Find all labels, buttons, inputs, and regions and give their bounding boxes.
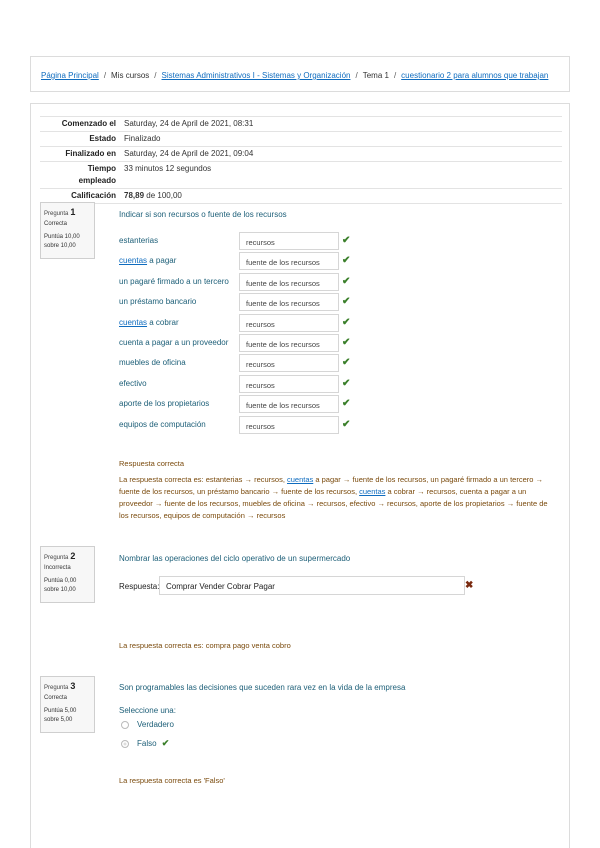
breadcrumb-my-courses: Mis cursos: [111, 71, 150, 80]
matching-select[interactable]: fuente de los recursos: [239, 273, 339, 291]
matching-stem: [119, 399, 209, 408]
finished-label: Finalizado en: [40, 147, 124, 162]
question-number-value: 1: [70, 207, 76, 217]
summary-row-state: [40, 132, 562, 147]
breadcrumb-home-link[interactable]: Página Principal: [41, 71, 99, 80]
breadcrumb: [41, 71, 548, 80]
correct-icon: ✔: [342, 255, 351, 267]
grade-line-2: sobre 10,00: [44, 587, 76, 593]
time-label-line2: empleado: [78, 176, 116, 185]
feedback-text: a cobrar → recursos, cuenta a pagar a un proveedor → fuente de los recursos, muebles de oficina → recursos, efectivo → recursos, aporte de los propietarios → fuente de los recursos, equipos de computación → recursos: [119, 487, 548, 520]
question-2-feedback: La respuesta correcta es: compra pago venta cobro: [119, 641, 291, 650]
breadcrumb-course-link[interactable]: Sistemas Administrativos I - Sistemas y Organización: [161, 71, 351, 80]
matching-stem: [119, 358, 186, 367]
grade-line-1: Puntúa 0,00: [44, 578, 77, 584]
question-3-info: [40, 676, 95, 733]
question-prefix: Pregunta: [44, 555, 69, 561]
grade-label: Calificación: [40, 189, 124, 204]
stem-text: muebles de oficina: [119, 358, 186, 368]
matching-select[interactable]: recursos: [239, 314, 339, 332]
matching-row: [119, 354, 359, 374]
matching-select[interactable]: fuente de los recursos: [239, 395, 339, 413]
matching-select[interactable]: fuente de los recursos: [239, 293, 339, 311]
question-1-text: Indicar si son recursos o fuente de los recursos: [119, 210, 287, 219]
question-prefix: Pregunta: [44, 211, 69, 217]
matching-stem: [119, 236, 158, 245]
question-state: Incorrecta: [44, 565, 71, 571]
incorrect-icon: ✖: [465, 580, 474, 591]
feedback-correct-answer: [119, 474, 555, 522]
stem-text: equipos de computación: [119, 419, 206, 429]
feedback-title: Respuesta correcta: [119, 459, 185, 468]
matching-row: [119, 252, 359, 272]
question-number-value: 3: [70, 681, 76, 691]
stem-text: aporte de los propietarios: [119, 399, 210, 409]
correct-icon: ✔: [342, 235, 351, 246]
matching-row: [119, 416, 359, 436]
summary-row-finished: [40, 147, 562, 162]
glossary-link-cuentas[interactable]: cuentas: [119, 317, 148, 327]
correct-icon: ✔: [342, 337, 351, 348]
breadcrumb-topic: Tema 1: [362, 71, 389, 80]
started-label: Comenzado el: [40, 117, 124, 132]
grade-line-1: Puntúa 10,00: [44, 234, 80, 240]
breadcrumb-quiz-link[interactable]: cuestionario 2 para alumnos que trabajan: [401, 71, 549, 80]
matching-stem: [119, 256, 176, 265]
stem-text: a pagar: [147, 256, 177, 266]
stem-text: a cobrar: [147, 317, 179, 327]
finished-value: Saturday, 24 de April de 2021, 09:04: [124, 147, 562, 162]
summary-row-started: [40, 117, 562, 132]
question-number: [44, 681, 91, 691]
question-state: Correcta: [44, 695, 68, 701]
question-2-text: Nombrar las operaciones del ciclo operativo de un supermercado: [119, 554, 351, 563]
attempt-summary-table: [40, 116, 562, 204]
radio-false-selected[interactable]: [121, 740, 129, 748]
stem-text: cuenta a pagar a un proveedor: [119, 338, 229, 347]
option-false-label: Falso: [137, 739, 157, 748]
question-prefix: Pregunta: [44, 685, 69, 691]
correct-icon: ✔: [342, 357, 351, 369]
answer-input[interactable]: Comprar Vender Cobrar Pagar: [159, 576, 465, 595]
question-state: Correcta: [44, 221, 68, 227]
question-grade: [44, 233, 91, 251]
summary-row-grade: [40, 189, 562, 204]
correct-icon: ✔: [342, 377, 351, 389]
option-true-label: Verdadero: [137, 720, 174, 729]
grade-value: [124, 189, 562, 204]
grade-score: 78,89: [124, 191, 145, 200]
matching-stem: [119, 338, 228, 347]
select-one-prompt: Seleccione una:: [119, 706, 176, 715]
matching-select[interactable]: recursos: [239, 375, 339, 393]
matching-stem: [119, 420, 206, 429]
question-number: [44, 207, 91, 217]
question-3-text: Son programables las decisiones que suceden rara vez en la vida de la empresa: [119, 683, 406, 692]
question-number-value: 2: [70, 551, 76, 561]
stem-text: estanterias: [119, 236, 159, 245]
matching-select[interactable]: fuente de los recursos: [239, 252, 339, 270]
question-3-feedback: La respuesta correcta es 'Falso': [119, 776, 225, 785]
question-grade: [44, 577, 91, 595]
breadcrumb-bar: [30, 56, 570, 92]
matching-stem: [119, 318, 179, 327]
correct-icon: ✔: [342, 296, 351, 308]
question-2-info: [40, 546, 95, 603]
grade-line-2: sobre 10,00: [44, 243, 76, 249]
grade-line-1: Puntúa 5,00: [44, 708, 77, 714]
glossary-link-cuentas[interactable]: cuentas: [119, 256, 148, 266]
breadcrumb-separator: /: [154, 71, 157, 80]
answer-label: Respuesta:: [119, 582, 160, 591]
matching-select[interactable]: recursos: [239, 354, 339, 372]
started-value: Saturday, 24 de April de 2021, 08:31: [124, 117, 562, 132]
correct-icon: ✔: [342, 275, 351, 287]
question-1-info: [40, 202, 95, 259]
matching-row: [119, 314, 359, 334]
matching-select[interactable]: recursos: [239, 232, 339, 250]
time-label-line1: Tiempo: [87, 164, 116, 173]
matching-row: [119, 232, 359, 252]
stem-text: efectivo: [119, 378, 147, 388]
matching-select[interactable]: fuente de los recursos: [239, 334, 339, 352]
glossary-link-cuentas[interactable]: cuentas: [359, 487, 386, 496]
radio-true[interactable]: [121, 721, 129, 729]
matching-stem: [119, 277, 229, 286]
matching-row: [119, 375, 359, 395]
grade-max: de 100,00: [146, 191, 182, 200]
state-label: Estado: [40, 132, 124, 147]
matching-row: [119, 293, 359, 313]
matching-row: [119, 273, 359, 293]
matching-stem: [119, 297, 196, 306]
matching-row: [119, 395, 359, 415]
state-value: Finalizado: [124, 132, 562, 147]
correct-icon: ✔: [342, 316, 351, 328]
stem-text: un pagaré firmado a un tercero: [119, 276, 229, 286]
stem-text: un préstamo bancario: [119, 297, 197, 307]
breadcrumb-separator: /: [393, 71, 397, 80]
grade-line-2: sobre 5,00: [44, 717, 73, 723]
summary-row-time: [40, 162, 562, 189]
matching-row: [119, 334, 359, 354]
breadcrumb-separator: /: [103, 71, 107, 80]
feedback-text: La respuesta correcta es: estanterias → recursos,: [119, 475, 287, 484]
correct-icon: ✔: [342, 418, 351, 430]
glossary-link-cuentas[interactable]: cuentas: [287, 475, 314, 484]
question-1-feedback: [119, 458, 555, 522]
option-true[interactable]: [121, 720, 174, 729]
breadcrumb-separator: /: [355, 71, 358, 80]
feedback-text: a pagar → fuente de los recursos, un pagaré firmado a un tercero → fuente de los recursos, un préstamo bancario → fuente de los recursos,: [119, 475, 543, 496]
time-value: 33 minutos 12 segundos: [124, 162, 562, 189]
option-false[interactable]: [121, 738, 169, 749]
question-number: [44, 551, 91, 561]
matching-select[interactable]: recursos: [239, 416, 339, 434]
correct-icon: ✔: [161, 738, 170, 748]
matching-stem: [119, 379, 147, 388]
correct-icon: ✔: [342, 398, 351, 410]
time-label: [40, 162, 124, 189]
question-grade: [44, 707, 91, 725]
